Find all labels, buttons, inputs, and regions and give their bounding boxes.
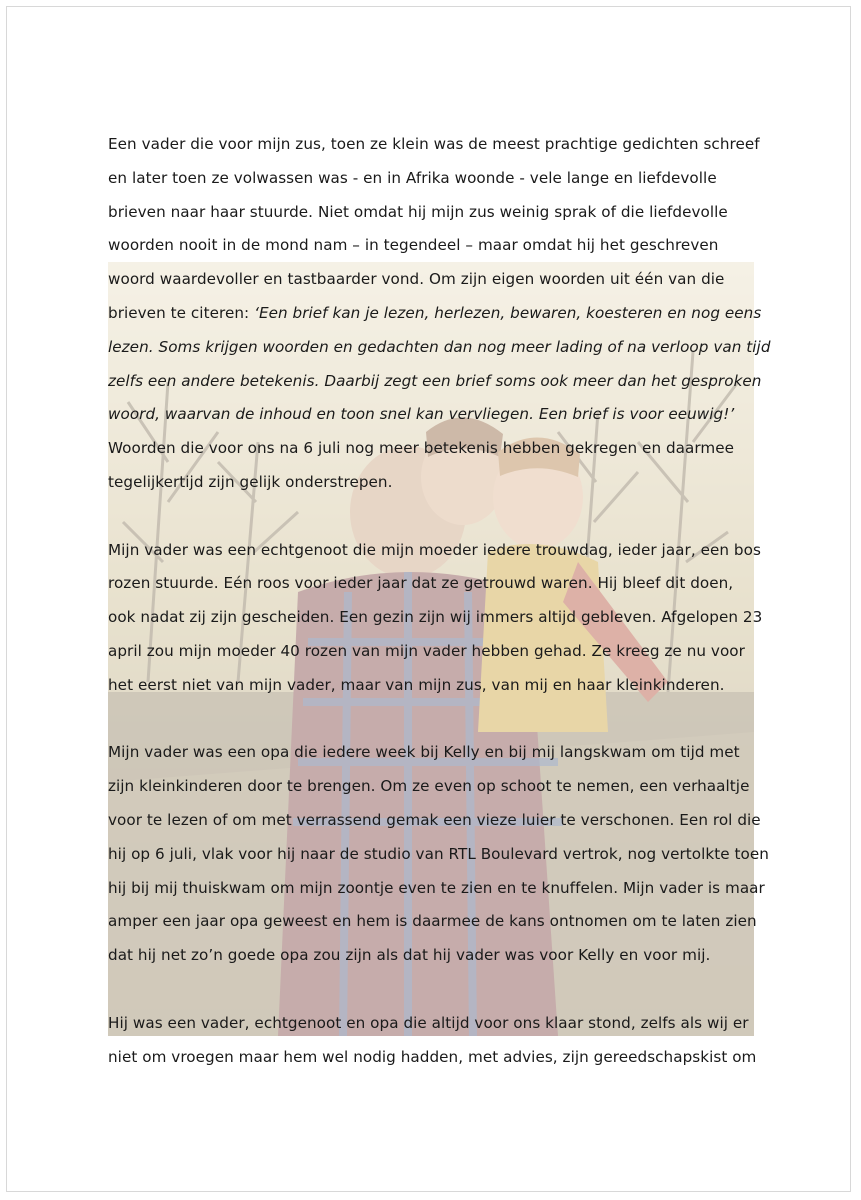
paragraph-4 [108,1007,768,1075]
paragraph-2 [108,534,768,703]
text-line: tegelijkertijd zijn gelijk onderstrepen. [108,472,393,491]
text-line-with-quote [108,297,768,331]
paragraph-1 [108,128,771,500]
paragraph-3 [108,736,768,973]
document-body [108,128,771,1074]
text-line: het eerst niet van mijn vader, maar van mijn zus, van mij en haar kleinkinderen. [108,675,725,694]
text-line: zijn kleinkinderen door te brengen. Om ze even op schoot te nemen, een verhaaltje [108,777,750,796]
text-line: voor te lezen of om met verrassend gemak een vieze luier te verschonen. Een rol die [108,810,761,829]
paragraph-spacer [108,703,768,737]
text-line: amper een jaar opa geweest en hem is daarmee de kans ontnomen om te laten zien [108,912,757,931]
text-line: Mijn vader was een echtgenoot die mijn moeder iedere trouwdag, ieder jaar, een bos [108,540,761,559]
text-line: dat hij net zo’n goede opa zou zijn als dat hij vader was voor Kelly en voor mij. [108,946,711,965]
quote-line: zelfs een andere betekenis. Daarbij zegt een brief soms ook meer dan het gesproken [108,371,762,390]
text-line: en later toen ze volwassen was - en in Afrika woonde - vele lange en liefdevolle [108,168,717,187]
quote-line: lezen. Soms krijgen woorden en gedachten dan nog meer lading of na verloop van tijd [108,337,771,356]
text-line: rozen stuurde. Eén roos voor ieder jaar dat ze getrouwd waren. Hij bleef dit doen, [108,574,734,593]
text-line: woord waardevoller en tastbaarder vond. Om zijn eigen woorden uit één van die [108,270,725,289]
text-line: woorden nooit in de mond nam – in tegendeel – maar omdat hij het geschreven [108,236,719,255]
text-line: april zou mijn moeder 40 rozen van mijn vader hebben gehad. Ze kreeg ze nu voor [108,641,745,660]
paragraph-spacer [108,973,768,1007]
text-line: niet om vroegen maar hem wel nodig hadden, met advies, zijn gereedschapskist om [108,1047,757,1066]
text-line: Hij was een vader, echtgenoot en opa die altijd voor ons klaar stond, zelfs als wij er [108,1013,749,1032]
text-line: ook nadat zij zijn gescheiden. Een gezin zijn wij immers altijd gebleven. Afgelopen 23 [108,608,763,627]
quote-lead: brieven te citeren: [108,303,255,322]
paragraph-spacer [108,500,768,534]
quote-text: ‘Een brief kan je lezen, herlezen, bewaren, koesteren en nog eens [254,303,762,322]
text-line: Een vader die voor mijn zus, toen ze klein was de meest prachtige gedichten schreef [108,135,760,153]
text-line: hij op 6 juli, vlak voor hij naar de studio van RTL Boulevard vertrok, nog vertolkte toen [108,844,769,863]
text-line: hij bij mij thuiskwam om mijn zoontje even te zien en te knuffelen. Mijn vader is maar [108,878,765,897]
text-line: Woorden die voor ons na 6 juli nog meer betekenis hebben gekregen en daarmee [108,439,735,458]
text-line: brieven naar haar stuurde. Niet omdat hij mijn zus weinig sprak of die liefdevolle [108,202,728,221]
quote-line: woord, waarvan de inhoud en toon snel kan vervliegen. Een brief is voor eeuwig!’ [108,405,735,424]
text-line: Mijn vader was een opa die iedere week bij Kelly en bij mij langskwam om tijd met [108,743,740,762]
